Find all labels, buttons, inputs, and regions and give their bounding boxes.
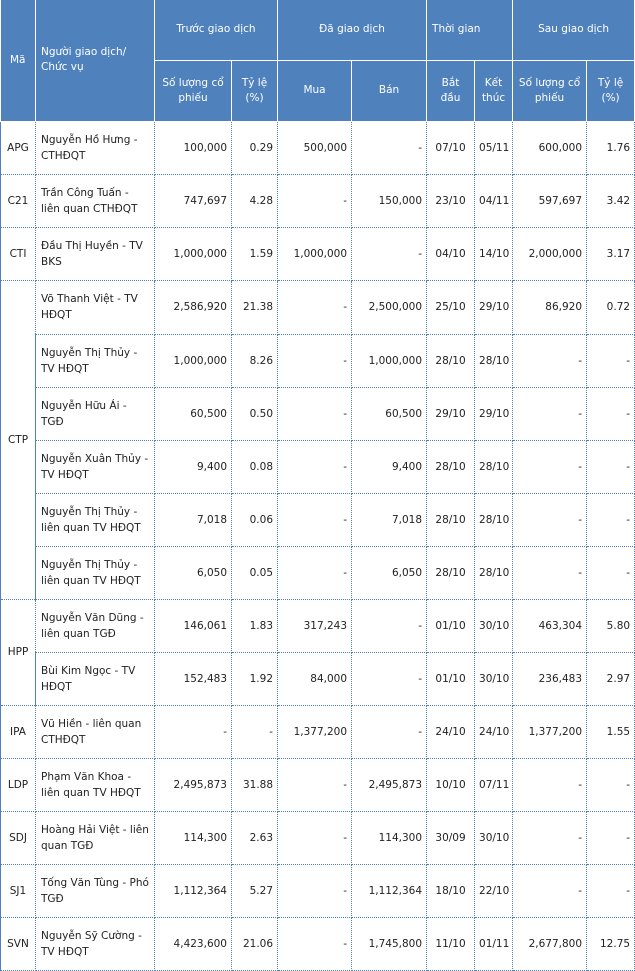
- person-name-cell: Bùi Kim Ngọc - TV HĐQT: [36, 652, 155, 705]
- stock-code-cell: LDP: [1, 758, 36, 811]
- after-pct-cell: -: [587, 758, 635, 811]
- start-date-cell: 28/10: [427, 440, 475, 493]
- stock-code-cell: IPA: [1, 705, 36, 758]
- sell-cell: 7,018: [352, 493, 427, 546]
- header-truoc: Trước giao dịch: [155, 0, 278, 60]
- after-pct-cell: 5.80: [587, 599, 635, 652]
- start-date-cell: 28/10: [427, 334, 475, 387]
- table-row: [1, 917, 635, 970]
- table-row: [1, 864, 635, 917]
- after-qty-cell: -: [513, 546, 587, 599]
- after-qty-cell: 86,920: [513, 280, 587, 334]
- end-date-cell: 04/11: [475, 174, 513, 227]
- before-pct-cell: 8.26: [232, 334, 278, 387]
- header-mua: Mua: [278, 60, 352, 121]
- after-qty-cell: -: [513, 493, 587, 546]
- table-row: [1, 121, 635, 174]
- person-name-cell: Võ Thanh Việt - TV HĐQT: [36, 280, 155, 334]
- table-row: [1, 758, 635, 811]
- start-date-cell: 23/10: [427, 174, 475, 227]
- stock-code-cell: SVN: [1, 917, 36, 970]
- start-date-cell: 10/10: [427, 758, 475, 811]
- person-name-cell: Nguyễn Thị Thủy - TV HĐQT: [36, 334, 155, 387]
- person-name-cell: Hoàng Hải Việt - liên quan TGĐ: [36, 811, 155, 864]
- after-qty-cell: -: [513, 758, 587, 811]
- sell-cell: 6,050: [352, 546, 427, 599]
- buy-cell: -: [278, 280, 352, 334]
- before-pct-cell: -: [232, 705, 278, 758]
- after-qty-cell: 463,304: [513, 599, 587, 652]
- before-qty-cell: 146,061: [155, 599, 232, 652]
- start-date-cell: 24/10: [427, 705, 475, 758]
- stock-code-cell: SJ1: [1, 864, 36, 917]
- table-body: [1, 121, 635, 970]
- after-qty-cell: 1,377,200: [513, 705, 587, 758]
- header-da: Đã giao dịch: [278, 0, 427, 60]
- buy-cell: 317,243: [278, 599, 352, 652]
- before-pct-cell: 1.92: [232, 652, 278, 705]
- end-date-cell: 28/10: [475, 493, 513, 546]
- start-date-cell: 28/10: [427, 546, 475, 599]
- before-qty-cell: 7,018: [155, 493, 232, 546]
- end-date-cell: 29/10: [475, 280, 513, 334]
- table-row: [1, 705, 635, 758]
- after-pct-cell: -: [587, 440, 635, 493]
- header-tyle2: Tỷ lệ (%): [587, 60, 635, 121]
- buy-cell: 84,000: [278, 652, 352, 705]
- buy-cell: -: [278, 917, 352, 970]
- before-pct-cell: 0.50: [232, 387, 278, 440]
- before-qty-cell: 114,300: [155, 811, 232, 864]
- buy-cell: -: [278, 334, 352, 387]
- start-date-cell: 30/09: [427, 811, 475, 864]
- buy-cell: -: [278, 758, 352, 811]
- before-pct-cell: 0.08: [232, 440, 278, 493]
- end-date-cell: 29/10: [475, 387, 513, 440]
- table-row: [1, 440, 635, 493]
- table-row: [1, 334, 635, 387]
- after-pct-cell: 0.72: [587, 280, 635, 334]
- person-name-cell: Phạm Văn Khoa - liên quan TV HĐQT: [36, 758, 155, 811]
- end-date-cell: 07/11: [475, 758, 513, 811]
- start-date-cell: 07/10: [427, 121, 475, 174]
- header-sl-cp: Số lượng cổ phiếu: [155, 60, 232, 121]
- table-row: [1, 652, 635, 705]
- before-pct-cell: 1.59: [232, 227, 278, 280]
- before-qty-cell: 4,423,600: [155, 917, 232, 970]
- buy-cell: -: [278, 440, 352, 493]
- sell-cell: 1,745,800: [352, 917, 427, 970]
- buy-cell: -: [278, 546, 352, 599]
- header-sau: Sau giao dịch: [513, 0, 635, 60]
- sell-cell: -: [352, 227, 427, 280]
- before-pct-cell: 21.38: [232, 280, 278, 334]
- header-tyle: Tỷ lệ (%): [232, 60, 278, 121]
- start-date-cell: 29/10: [427, 387, 475, 440]
- person-name-cell: Vũ Hiền - liên quan CTHĐQT: [36, 705, 155, 758]
- header-sl-cp2: Số lượng cổ phiếu: [513, 60, 587, 121]
- after-qty-cell: -: [513, 387, 587, 440]
- after-qty-cell: -: [513, 440, 587, 493]
- header-batdau: Bắt đầu: [427, 60, 475, 121]
- before-qty-cell: 2,586,920: [155, 280, 232, 334]
- stock-code-cell: CTP: [1, 280, 36, 599]
- person-name-cell: Nguyễn Văn Dũng - liên quan TGĐ: [36, 599, 155, 652]
- buy-cell: -: [278, 493, 352, 546]
- sell-cell: 1,000,000: [352, 334, 427, 387]
- after-qty-cell: 600,000: [513, 121, 587, 174]
- after-pct-cell: -: [587, 334, 635, 387]
- after-pct-cell: -: [587, 546, 635, 599]
- after-pct-cell: 3.17: [587, 227, 635, 280]
- before-qty-cell: 9,400: [155, 440, 232, 493]
- after-qty-cell: -: [513, 811, 587, 864]
- start-date-cell: 01/10: [427, 599, 475, 652]
- end-date-cell: 24/10: [475, 705, 513, 758]
- before-qty-cell: 1,000,000: [155, 227, 232, 280]
- before-pct-cell: 5.27: [232, 864, 278, 917]
- before-pct-cell: 2.63: [232, 811, 278, 864]
- table-row: [1, 227, 635, 280]
- after-pct-cell: -: [587, 864, 635, 917]
- after-qty-cell: 2,677,800: [513, 917, 587, 970]
- after-qty-cell: 236,483: [513, 652, 587, 705]
- before-pct-cell: 21.06: [232, 917, 278, 970]
- stock-code-cell: C21: [1, 174, 36, 227]
- end-date-cell: 22/10: [475, 864, 513, 917]
- after-pct-cell: -: [587, 811, 635, 864]
- header-thoigian: Thời gian: [427, 0, 513, 60]
- buy-cell: -: [278, 387, 352, 440]
- buy-cell: 500,000: [278, 121, 352, 174]
- before-pct-cell: 4.28: [232, 174, 278, 227]
- buy-cell: -: [278, 811, 352, 864]
- stock-code-cell: SDJ: [1, 811, 36, 864]
- before-qty-cell: 747,697: [155, 174, 232, 227]
- table-row: [1, 546, 635, 599]
- sell-cell: 1,112,364: [352, 864, 427, 917]
- stock-code-cell: APG: [1, 121, 36, 174]
- start-date-cell: 28/10: [427, 493, 475, 546]
- start-date-cell: 25/10: [427, 280, 475, 334]
- sell-cell: -: [352, 599, 427, 652]
- sell-cell: 9,400: [352, 440, 427, 493]
- person-name-cell: Nguyễn Hữu Ái - TGĐ: [36, 387, 155, 440]
- buy-cell: 1,000,000: [278, 227, 352, 280]
- table-row: [1, 493, 635, 546]
- person-name-cell: Nguyễn Xuân Thủy - TV HĐQT: [36, 440, 155, 493]
- header-ketthuc: Kết thúc: [475, 60, 513, 121]
- end-date-cell: 01/11: [475, 917, 513, 970]
- before-qty-cell: 1,000,000: [155, 334, 232, 387]
- before-qty-cell: 100,000: [155, 121, 232, 174]
- person-name-cell: Tống Văn Tùng - Phó TGĐ: [36, 864, 155, 917]
- sell-cell: -: [352, 652, 427, 705]
- table-header: [1, 0, 635, 121]
- end-date-cell: 30/10: [475, 652, 513, 705]
- person-name-cell: Nguyễn Thị Thủy - liên quan TV HĐQT: [36, 546, 155, 599]
- stock-code-cell: HPP: [1, 599, 36, 705]
- person-name-cell: Nguyễn Sỹ Cường - TV HĐQT: [36, 917, 155, 970]
- table-row: [1, 174, 635, 227]
- after-pct-cell: 3.42: [587, 174, 635, 227]
- person-name-cell: Đầu Thị Huyền - TV BKS: [36, 227, 155, 280]
- before-pct-cell: 0.29: [232, 121, 278, 174]
- start-date-cell: 18/10: [427, 864, 475, 917]
- after-qty-cell: 597,697: [513, 174, 587, 227]
- after-qty-cell: -: [513, 334, 587, 387]
- buy-cell: 1,377,200: [278, 705, 352, 758]
- end-date-cell: 14/10: [475, 227, 513, 280]
- person-name-cell: Trần Công Tuấn - liên quan CTHĐQT: [36, 174, 155, 227]
- buy-cell: -: [278, 174, 352, 227]
- before-qty-cell: 152,483: [155, 652, 232, 705]
- after-pct-cell: -: [587, 387, 635, 440]
- table-row: [1, 811, 635, 864]
- before-qty-cell: 60,500: [155, 387, 232, 440]
- table-row: [1, 387, 635, 440]
- sell-cell: 114,300: [352, 811, 427, 864]
- start-date-cell: 04/10: [427, 227, 475, 280]
- after-pct-cell: 2.97: [587, 652, 635, 705]
- after-qty-cell: -: [513, 864, 587, 917]
- stock-code-cell: CTI: [1, 227, 36, 280]
- header-nguoi: Người giao dịch/ Chức vụ: [36, 0, 155, 121]
- start-date-cell: 01/10: [427, 652, 475, 705]
- person-name-cell: Nguyễn Hồ Hưng - CTHĐQT: [36, 121, 155, 174]
- sell-cell: -: [352, 121, 427, 174]
- before-qty-cell: 1,112,364: [155, 864, 232, 917]
- end-date-cell: 28/10: [475, 546, 513, 599]
- person-name-cell: Nguyễn Thị Thủy - liên quan TV HĐQT: [36, 493, 155, 546]
- after-pct-cell: 12.75: [587, 917, 635, 970]
- table-row: [1, 599, 635, 652]
- end-date-cell: 30/10: [475, 811, 513, 864]
- after-pct-cell: 1.55: [587, 705, 635, 758]
- table-row: [1, 280, 635, 334]
- after-pct-cell: 1.76: [587, 121, 635, 174]
- sell-cell: 60,500: [352, 387, 427, 440]
- after-qty-cell: 2,000,000: [513, 227, 587, 280]
- sell-cell: 2,500,000: [352, 280, 427, 334]
- before-pct-cell: 31.88: [232, 758, 278, 811]
- end-date-cell: 30/10: [475, 599, 513, 652]
- end-date-cell: 05/11: [475, 121, 513, 174]
- before-pct-cell: 0.06: [232, 493, 278, 546]
- before-pct-cell: 1.83: [232, 599, 278, 652]
- before-pct-cell: 0.05: [232, 546, 278, 599]
- buy-cell: -: [278, 864, 352, 917]
- sell-cell: 150,000: [352, 174, 427, 227]
- end-date-cell: 28/10: [475, 440, 513, 493]
- start-date-cell: 11/10: [427, 917, 475, 970]
- end-date-cell: 28/10: [475, 334, 513, 387]
- before-qty-cell: -: [155, 705, 232, 758]
- header-ma: Mã: [1, 0, 36, 121]
- before-qty-cell: 6,050: [155, 546, 232, 599]
- header-ban: Bán: [352, 60, 427, 121]
- before-qty-cell: 2,495,873: [155, 758, 232, 811]
- after-pct-cell: -: [587, 493, 635, 546]
- sell-cell: -: [352, 705, 427, 758]
- sell-cell: 2,495,873: [352, 758, 427, 811]
